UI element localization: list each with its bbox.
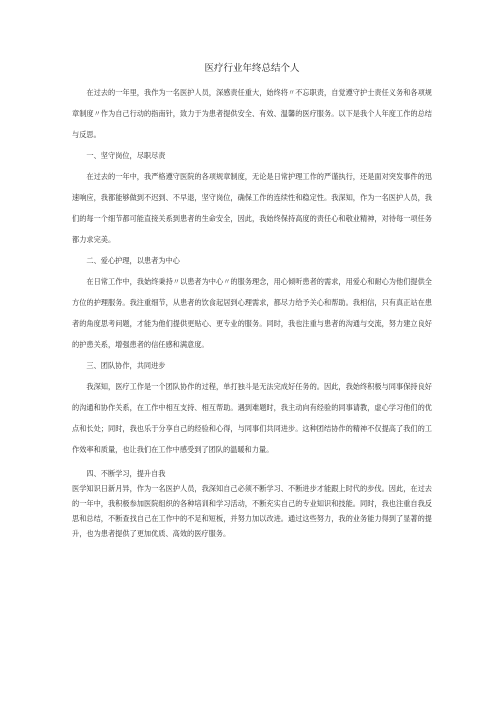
- section-heading-1: 一、坚守岗位，尽职尽责: [86, 151, 166, 160]
- section-paragraph-4: 医学知识日新月异，作为一名医护人员，我深知自己必须不断学习、不断进步才能跟上时代的步伐。因此，在过去的一年中，我积极参加医院组织的各种培训和学习活动，不断充实自己的专业知识和技能。同时，我也注重自我反思和总结，不断查找自己在工作中的不足和短板，并努力加以改进。通过这些努力，我的业务能力得到了显著的提升，也为患者提供了更加优质、高效的医疗服务。: [72, 484, 432, 538]
- section-paragraph-2: 在日常工作中，我始终秉持〃以患者为中心〃的服务理念，用心倾听患者的需求，用爱心和耐心为他们提供全方位的护理服务。我注重细节，从患者的饮食起居到心理需求，都尽力给予关心和帮助。我相信，只有真正站在患者的角度思考问题，才能为他们提供更贴心、更专业的服务。同时，我也注重与患者的沟通与交流，努力建立良好的护患关系，增强患者的信任感和满意度。: [72, 277, 432, 349]
- intro-paragraph: 在过去的一年里，我作为一名医护人员，深感责任重大，始终将〃不忘职责，自觉遵守护士责任义务和各项规章制度〃作为自己行动的指南针，致力于为患者提供安全、有效、温馨的医疗服务。以下是我个人年度工作的总结与反思。: [72, 88, 432, 139]
- section-4: [72, 466, 432, 541]
- section-paragraph-3: 我深知，医疗工作是一个团队协作的过程，单打独斗是无法完成好任务的。因此，我始终积极与同事保持良好的沟通和协作关系，在工作中相互支持、相互帮助。遇到难题时，我主动向有经验的同事请教，虚心学习他们的优点和长处；同时，我也乐于分享自己的经验和心得，与同事们共同进步。这种团结协作的精神不仅提高了我们的工作效率和质量，也让我们在工作中感受到了团队的温暖和力量。: [72, 382, 432, 454]
- document-title: 医疗行业年终总结个人: [204, 63, 300, 74]
- section-heading-2: 二、爱心护理，以患者为中心: [86, 256, 180, 265]
- section-paragraph-1: 在过去的一年中，我严格遵守医院的各项规章制度，无论是日常护理工作的严谨执行，还是面对突发事件的迅速响应，我都能够做到不迟到、不早退，坚守岗位，确保工作的连续性和稳定性。我深知，作为一名医护人员，我们的每一个细节都可能直接关系到患者的生命安全，因此，我始终保持高度的责任心和敬业精神，对待每一项任务都力求完美。: [72, 172, 432, 244]
- document-page: [72, 62, 432, 541]
- section-heading-3: 三、团队协作，共同进步: [86, 361, 166, 370]
- section-heading-4: 四、不断学习，提升自我: [86, 469, 166, 478]
